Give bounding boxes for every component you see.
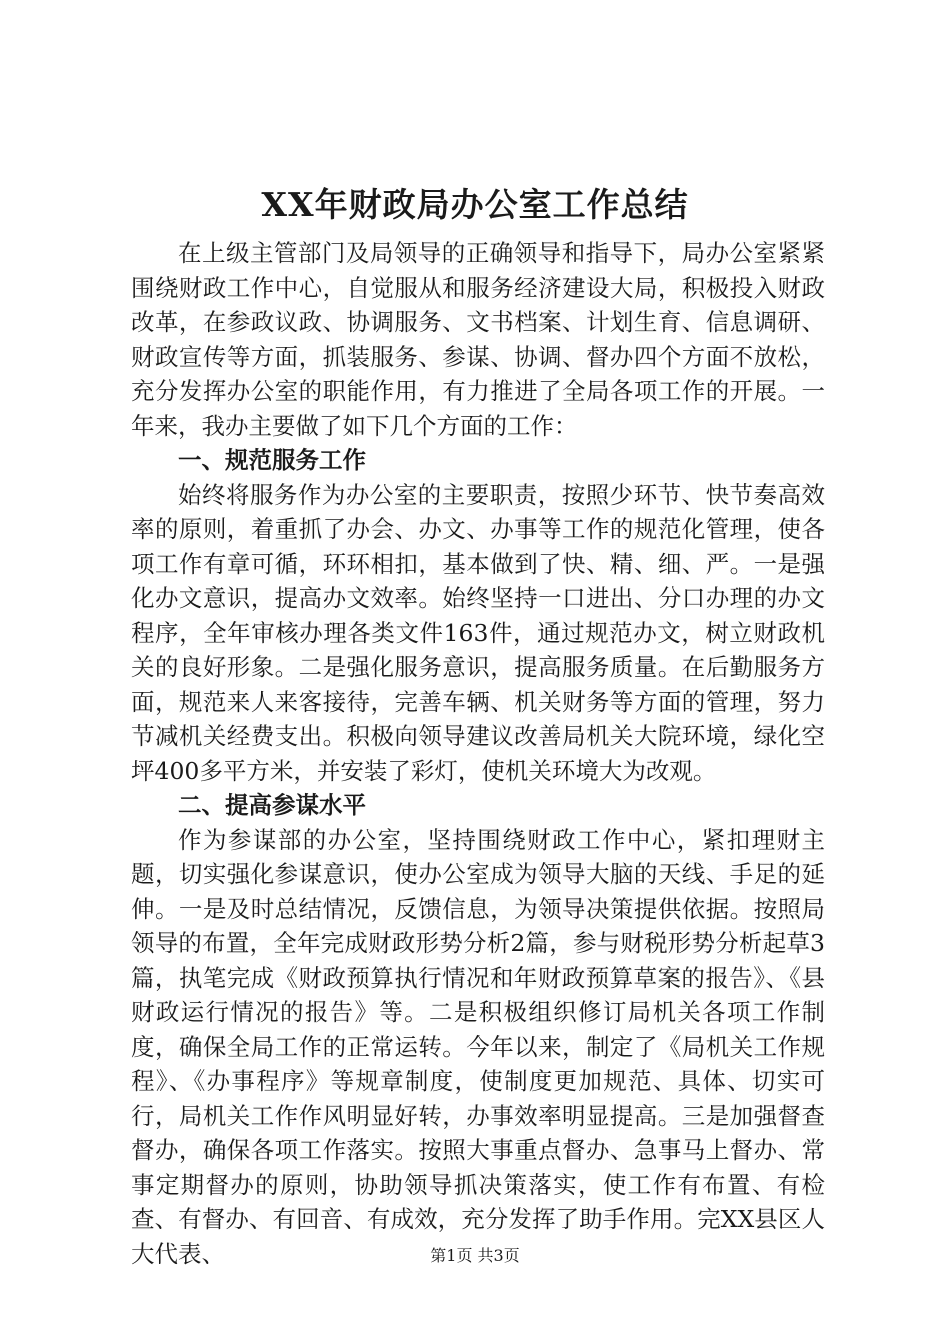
advisory-paragraph: 作为参谋部的办公室，坚持围绕财政工作中心，紧扣理财主题，切实强化参谋意识，使办公室成为领导大脑的天线、手足的延伸。一是及时总结情况，反馈信息，为领导决策提供依据。按照局领导的布置，全年完成财政形势分析2篇，参与财税形势分析起草3篇，执笔完成《财政预算执行情况和年财政预算草案的报告》、《县财政运行情况的报告》等。二是积极组织修订局机关各项工作制度，确保全局工作的正常运转。今年以来，制定了《局机关工作规程》、《办事程序》等规章制度，使制度更加规范、具体、切实可行，局机关工作作风明显好转，办事效率明显提高。三是加强督查督办，确保各项工作落实。按照大事重点督办、急事马上督办、常事定期督办的原则，协助领导抓决策落实，使工作有布置、有检查、有督办、有回音、有成效，充分发挥了助手作用。完XX县区人大代表、 — [131, 825, 825, 1268]
section-heading-advisory: 二、提高参谋水平 — [178, 791, 366, 819]
page-number-footer: 第1页 共3页 — [430, 1246, 520, 1265]
section-heading-service: 一、规范服务工作 — [178, 446, 366, 474]
service-paragraph: 始终将服务作为办公室的主要职责，按照少环节、快节奏高效率的原则，着重抓了办会、办文、办事等工作的规范化管理，使各项工作有章可循，环环相扣，基本做到了快、精、细、严。一是强化办文意识，提高办文效率。始终坚持一口进出、分口办理的办文程序，全年审核办理各类文件163件，通过规范办文，树立财政机关的良好形象。二是强化服务意识，提高服务质量。在后勤服务方面，规范来人来客接待，完善车辆、机关财务等方面的管理，努力节减机关经费支出。积极向领导建议改善局机关大院环境，绿化空坪400多平方米，并安装了彩灯，使机关环境大为改观。 — [131, 480, 825, 785]
page-title: XX年财政局办公室工作总结 — [261, 185, 689, 224]
intro-paragraph: 在上级主管部门及局领导的正确领导和指导下，局办公室紧紧围绕财政工作中心，自觉服从和服务经济建设大局，积极投入财政改革，在参政议政、协调服务、文书档案、计划生育、信息调研、财政宣传等方面，抓装服务、参谋、协调、督办四个方面不放松，充分发挥办公室的职能作用，有力推进了全局各项工作的开展。一年来，我办主要做了如下几个方面的工作： — [131, 239, 825, 440]
document-body — [131, 236, 825, 1271]
